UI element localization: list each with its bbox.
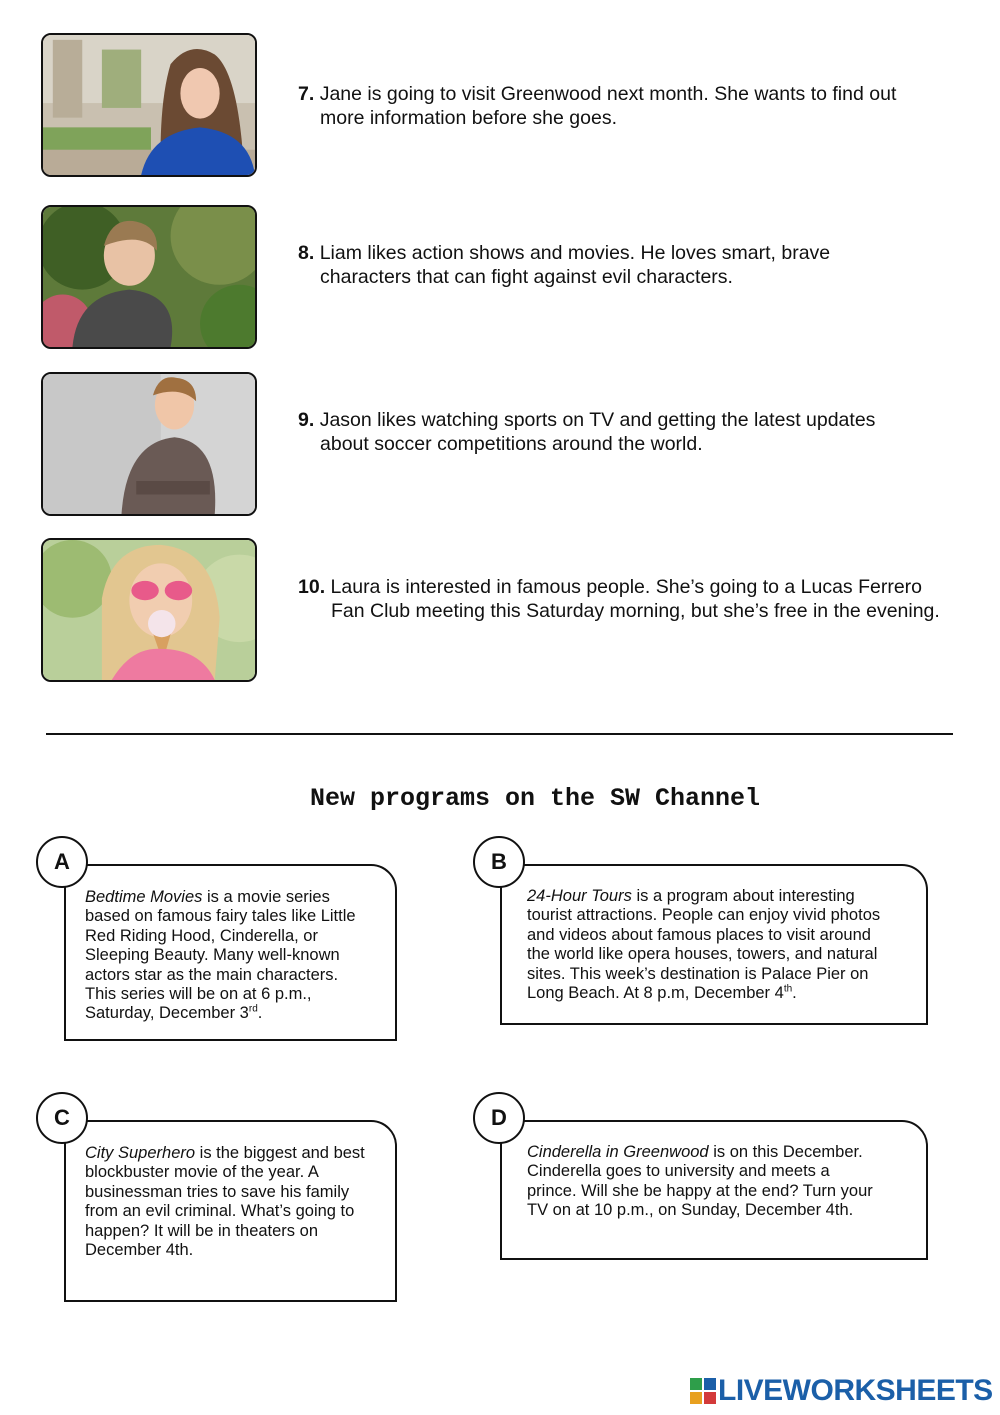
text-line: is on this December.	[708, 1143, 863, 1161]
text-line: sites. This week’s destination is Palace Pier on	[527, 964, 869, 983]
program-title: Bedtime Movies	[85, 888, 203, 906]
superscript: th	[783, 983, 793, 995]
text-line: is the biggest and best	[195, 1144, 365, 1162]
text-line: Red Riding Hood, Cinderella, or	[85, 926, 318, 945]
question-text: Fan Club meeting this Saturday morning, but she’s free in the evening.	[331, 599, 940, 622]
superscript: rd	[248, 1003, 258, 1015]
question-8	[298, 242, 978, 289]
question-text: Jason likes watching sports on TV and getting the latest updates	[319, 409, 876, 431]
text-line: Long Beach. At 8 p.m, December 4	[527, 984, 784, 1003]
text-line: .	[257, 1004, 263, 1023]
badge-c: C	[36, 1092, 88, 1144]
liveworksheets-logo-icon	[690, 1378, 716, 1404]
question-number: 8.	[298, 242, 315, 264]
program-card-a	[64, 864, 397, 1041]
program-description	[85, 1144, 381, 1260]
photo-jane	[41, 33, 257, 177]
text-line: businessman tries to save his family	[85, 1182, 350, 1201]
text-line: Cinderella goes to university and meets a	[527, 1162, 830, 1181]
text-line: tourist attractions. People can enjoy vivid photos	[527, 906, 881, 925]
question-text: about soccer competitions around the world.	[320, 432, 703, 455]
text-line: actors star as the main characters.	[85, 965, 339, 984]
text-line: is a program about interesting	[631, 887, 855, 905]
question-text: Liam likes action shows and movies. He loves smart, brave	[319, 242, 831, 264]
text-line: is a movie series	[202, 888, 330, 906]
text-line: December 4th.	[85, 1241, 194, 1260]
question-9	[298, 409, 978, 456]
program-description	[527, 887, 912, 1003]
text-line: blockbuster movie of the year. A	[85, 1163, 319, 1182]
text-line: prince. Will she be happy at the end? Turn your	[527, 1181, 873, 1200]
question-text: Jane is going to visit Greenwood next month. She wants to find out	[319, 83, 897, 105]
section-heading: New programs on the SW Channel	[309, 784, 761, 813]
question-text: more information before she goes.	[320, 106, 617, 129]
program-description	[527, 1143, 912, 1221]
text-line: based on famous fairy tales like Little	[85, 907, 356, 926]
photo-jason	[41, 372, 257, 516]
text-line: from an evil criminal. What’s going to	[85, 1202, 355, 1221]
badge-a: A	[36, 836, 88, 888]
text-line: TV on at 10 p.m., on Sunday, December 4th.	[527, 1201, 854, 1220]
badge-d: D	[473, 1092, 525, 1144]
text-line: Saturday, December 3	[85, 1004, 249, 1023]
text-line: Sleeping Beauty. Many well-known	[85, 946, 340, 965]
photo-laura	[41, 538, 257, 682]
question-number: 9.	[298, 409, 315, 431]
text-line: happen? It will be in theaters on	[85, 1221, 318, 1240]
program-card-d	[500, 1120, 928, 1260]
question-10	[298, 576, 978, 623]
program-title: City Superhero	[85, 1144, 196, 1162]
program-card-c	[64, 1120, 397, 1302]
program-title: 24-Hour Tours	[527, 887, 632, 905]
text-line: .	[792, 984, 797, 1003]
question-text: Laura is interested in famous people. She’s going to a Lucas Ferrero	[330, 576, 923, 598]
question-7	[298, 83, 978, 130]
question-number: 10.	[298, 576, 326, 598]
badge-b: B	[473, 836, 525, 888]
text-line: and videos about famous places to visit around	[527, 925, 871, 944]
photo-liam	[41, 205, 257, 349]
program-description	[85, 888, 381, 1024]
text-line: This series will be on at 6 p.m.,	[85, 985, 312, 1004]
program-card-b	[500, 864, 928, 1025]
text-line: the world like opera houses, towers, and natural	[527, 945, 878, 964]
logo-text: LIVEWORKSHEETS	[718, 1374, 993, 1407]
section-divider	[46, 733, 953, 735]
program-title: Cinderella in Greenwood	[527, 1143, 709, 1161]
question-text: characters that can fight against evil characters.	[320, 265, 733, 288]
question-number: 7.	[298, 83, 315, 105]
liveworksheets-logo[interactable]	[690, 1374, 993, 1408]
